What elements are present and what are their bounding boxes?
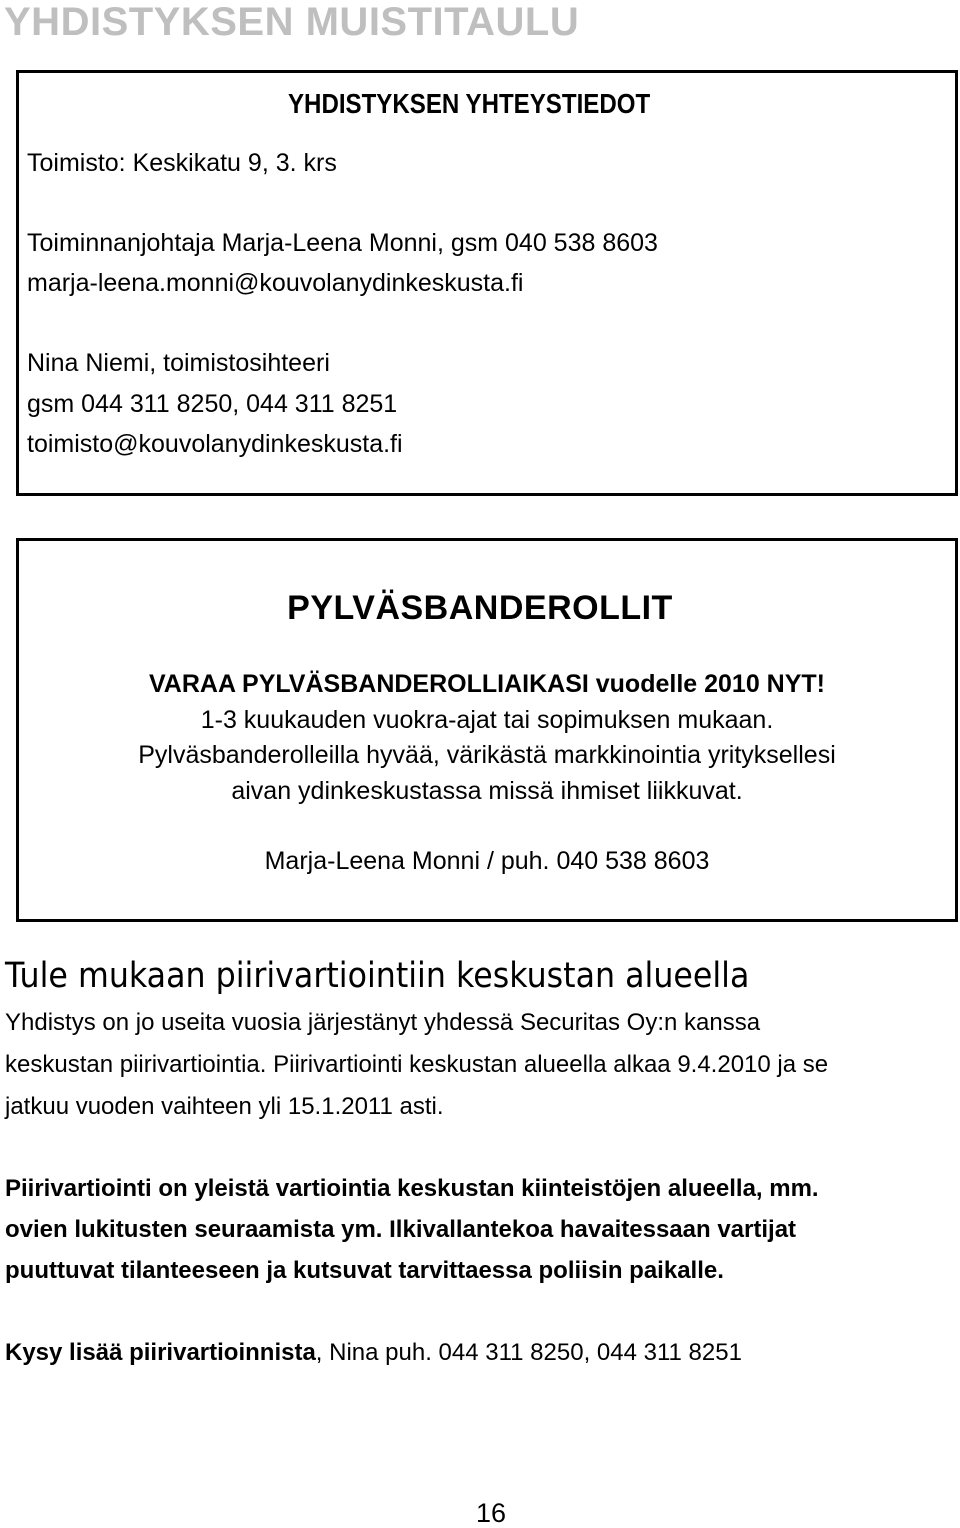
patrol-heading: Tule mukaan piirivartiointiin keskustan alueella — [5, 956, 750, 996]
patrol-bold-line: Piirivartiointi on yleistä vartiointia keskustan kiinteistöjen alueella, mm. — [5, 1175, 819, 1202]
page-title: YHDISTYKSEN MUISTITAULU — [4, 0, 580, 44]
patrol-ask-bold: Kysy lisää piirivartioinnista — [5, 1339, 316, 1366]
banner-line: 1-3 kuukauden vuokra-ajat tai sopimuksen mukaan. — [200, 706, 774, 734]
office-email: toimisto@kouvolanydinkeskusta.fi — [27, 430, 403, 458]
secretary-phone: gsm 044 311 8250, 044 311 8251 — [27, 390, 398, 418]
page-number: 16 — [475, 1498, 507, 1528]
banner-heading: PYLVÄSBANDEROLLIT — [287, 589, 673, 627]
patrol-paragraph-line: Yhdistys on jo useita vuosia järjestänyt yhdessä Securitas Oy:n kanssa — [5, 1009, 761, 1036]
banner-line: Pylväsbanderolleilla hyvää, värikästä markkinointia yrityksellesi — [138, 741, 836, 769]
banner-callout: VARAA PYLVÄSBANDEROLLIAIKASI vuodelle 2010 NYT! — [148, 670, 826, 698]
patrol-paragraph-line: keskustan piirivartiointia. Piirivartiointi keskustan alueella alkaa 9.4.2010 ja se — [5, 1051, 829, 1078]
secretary-line: Nina Niemi, toimistosihteeri — [27, 349, 330, 377]
patrol-bold-line: ovien lukitusten seuraamista ym. Ilkivallantekoa havaitessaan vartijat — [5, 1216, 797, 1243]
banner-line: aivan ydinkeskustassa missä ihmiset liikkuvat. — [231, 777, 743, 805]
patrol-bold-line: puuttuvat tilanteeseen ja kutsuvat tarvittaessa poliisin paikalle. — [5, 1257, 724, 1284]
patrol-ask-phone: , Nina puh. 044 311 8250, 044 311 8251 — [315, 1339, 742, 1366]
contact-heading: YHDISTYKSEN YHTEYSTIEDOT — [288, 88, 651, 119]
director-email: marja-leena.monni@kouvolanydinkeskusta.fi — [27, 269, 524, 297]
patrol-paragraph-line: jatkuu vuoden vaihteen yli 15.1.2011 asti. — [5, 1093, 444, 1120]
banner-contact: Marja-Leena Monni / puh. 040 538 8603 — [264, 847, 710, 875]
office-address: Toimisto: Keskikatu 9, 3. krs — [27, 149, 337, 177]
director-line: Toiminnanjohtaja Marja-Leena Monni, gsm 040 538 8603 — [27, 229, 658, 257]
patrol-ask-line — [5, 1338, 742, 1368]
